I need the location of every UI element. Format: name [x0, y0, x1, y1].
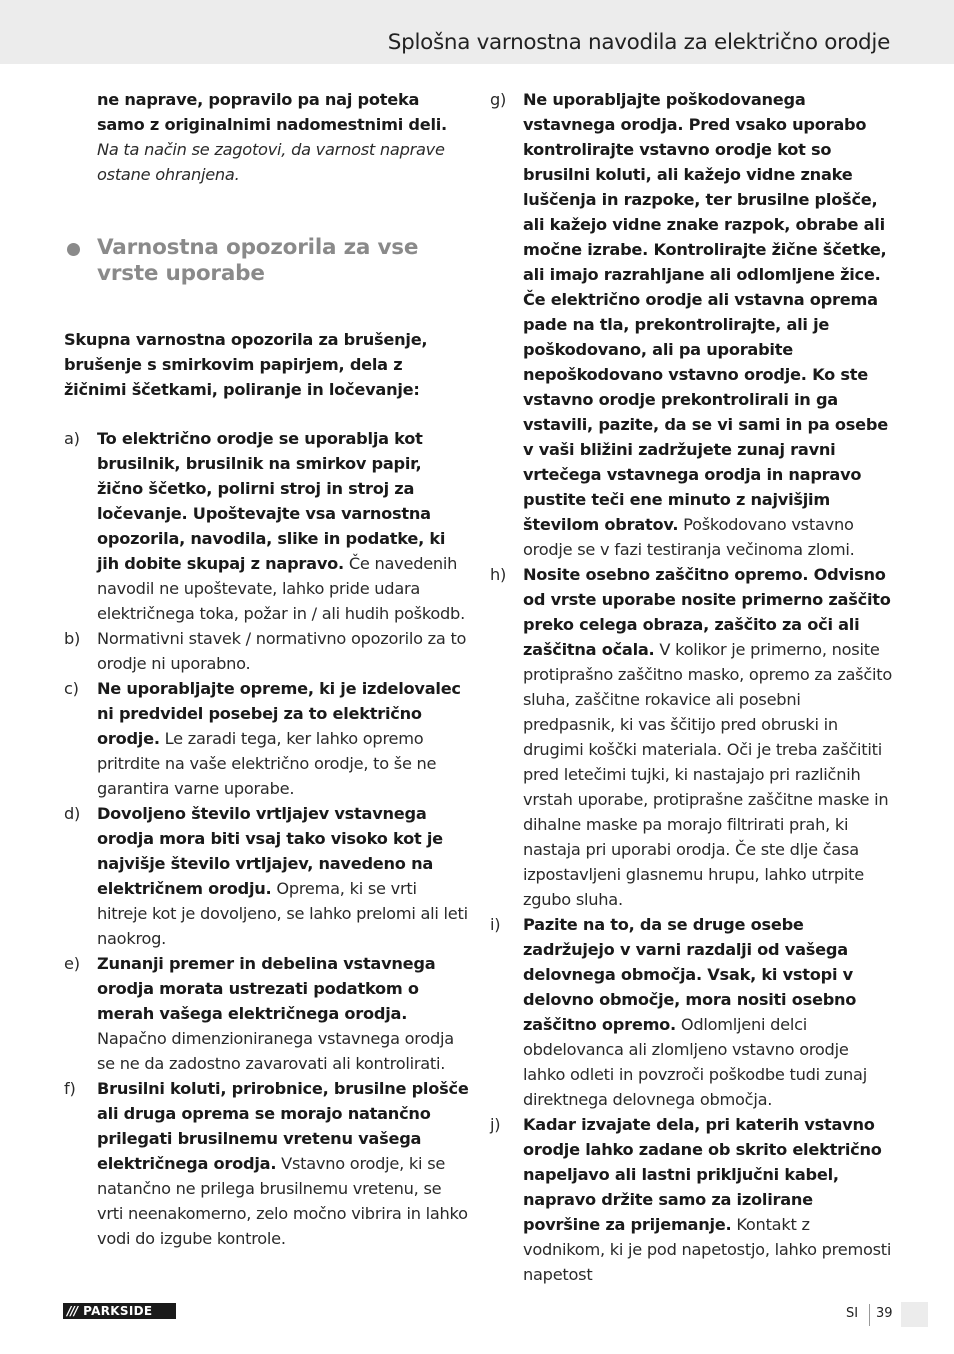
list-marker: d)	[64, 804, 81, 823]
item-text: Vstavno orodje, ki se natančno ne prilega brusilnemu vretenu, se vrti neenakomerno, zelo močno vibrira in lahko vodi do izgube kontrole.	[97, 1154, 468, 1248]
section-bullet-icon	[67, 243, 80, 256]
intro-paragraph: Skupna varnostna opozorila za brušenje, brušenje s smirkovim papirjem, dela z žičnimi ščetkami, poliranje in ločevanje:	[64, 330, 428, 399]
continued-item	[64, 87, 469, 187]
logo-text: PARKSIDE	[83, 1304, 153, 1318]
right-column	[490, 87, 892, 1287]
list-marker: a)	[64, 429, 80, 448]
list-marker: g)	[490, 90, 507, 109]
list-item-c	[64, 676, 469, 801]
page-title: Splošna varnostna navodila za električno orodje	[387, 30, 890, 55]
list-marker: e)	[64, 954, 80, 973]
list-item-i	[490, 912, 892, 1112]
list-item-g	[490, 87, 892, 562]
item-text: Poškodovano vstavno orodje se v fazi testiranja večinoma zlomi.	[523, 515, 855, 559]
item-text: Odlomljeni delci obdelovanca ali zlomljeno vstavno orodje lahko odleti in povzroči poškodbe tudi zunaj direktnega delovnega območja.	[523, 1015, 867, 1109]
item-bold-text: To električno orodje se uporablja kot brusilnik, brusilnik na smirkov papir, žično ščetko, polirni stroj in stroj za ločevanje. Upoštevajte vsa varnostna opozorila, navodila, slike in podatke, ki jih dobite skupaj z napravo.	[97, 429, 446, 573]
list-item-j	[490, 1112, 892, 1287]
section-heading	[64, 235, 469, 287]
item-text: Oprema, ki se vrti hitreje kot je dovoljeno, se lahko prelomi ali leti naokrog.	[97, 879, 468, 948]
item-bold-text: Nosite osebno zaščitno opremo. Odvisno od vrste uporabe nosite primerno zaščito preko celega obraza, zaščito za oči ali zaščitna očala.	[523, 565, 891, 659]
parkside-logo	[63, 1303, 176, 1319]
left-column	[64, 87, 469, 1251]
list-item-e	[64, 951, 469, 1076]
language-code: SI	[846, 1306, 859, 1321]
list-item-h	[490, 562, 892, 912]
list-marker: b)	[64, 629, 81, 648]
list-item-d	[64, 801, 469, 951]
item-bold-text: Brusilni koluti, prirobnice, brusilne plošče ali druga oprema se morajo natančno prilegati brusilnemu vretenu vašega električnega orodja.	[97, 1079, 469, 1173]
list-marker: h)	[490, 565, 507, 584]
item-bold-text: Pazite na to, da se druge osebe zadržujejo v varni razdalji od vašega delovnega območja. Vsak, ki vstopi v delovno območje, mora nositi osebno zaščitno opremo.	[523, 915, 857, 1034]
footer-divider	[869, 1304, 870, 1326]
item-text: Normativni stavek / normativno opozorilo za to orodje ni uporabno.	[97, 629, 467, 673]
continued-bold-text: ne naprave, popravilo pa naj poteka samo z originalnimi nadomestnimi deli.	[97, 90, 447, 134]
list-item-f	[64, 1076, 469, 1251]
header-bar	[0, 0, 954, 64]
item-bold-text: Zunanji premer in debelina vstavnega orodja morata ustrezati podatkom o merah vašega električnega orodja.	[97, 954, 436, 1023]
item-text: Le zaradi tega, ker lahko opremo pritrdite na vaše električno orodje, to še ne garantira varne uporabe.	[97, 729, 437, 798]
item-text: Kontakt z vodnikom, ki je pod napetostjo, lahko premosti napetost	[523, 1215, 892, 1284]
item-bold-text: Dovoljeno število vrtljajev vstavnega orodja mora biti vsaj tako visoko kot je najvišje število vrtljajev, navedeno na električnem orodju.	[97, 804, 443, 898]
continued-italic-text: Na ta način se zagotovi, da varnost naprave ostane ohranjena.	[97, 140, 445, 184]
page-number: 39	[876, 1306, 893, 1321]
list-marker: i)	[490, 915, 501, 934]
list-item-b	[64, 626, 469, 676]
list-marker: j)	[490, 1115, 501, 1134]
item-bold-text: Kadar izvajate dela, pri katerih vstavno orodje lahko zadane ob skrito električno napeljavo ali lastni priključni kabel, napravo držite samo za izolirane površine za prijemanje.	[523, 1115, 882, 1234]
list-item-a	[64, 426, 469, 626]
item-bold-text: Ne uporabljajte poškodovanega vstavnega orodja. Pred vsako uporabo kontrolirajte vstavno orodje kot so brusilni koluti, ali kažejo vidne znake luščenja in razpoke, ter brusilne plošče, ali kažejo vidne znake razpok, obrabe ali močne izrabe. Kontrolirajte žične ščetke, ali imajo razrahljane ali odlomljene žice. Če električno orodje ali vstavna oprema pade na tla, prekontrolirajte, ali je poškodovano, ali pa uporabite nepoškodovano vstavno orodje. Ko ste vstavno orodje prekontrolirali in ga vstavili, pazite, da se vi sami in pa osebe v vaši bližini zadržujete zunaj ravni vrtečega vstavnega orodja in napravo pustite teči ene minuto z najvišjim številom obratov.	[523, 90, 888, 534]
item-text: Napačno dimenzioniranega vstavnega orodja se ne da zadostno zavarovati ali kontrolirati.	[97, 1029, 454, 1073]
item-bold-text: Ne uporabljajte opreme, ki je izdelovalec ni predvidel posebej za to električno orodje.	[97, 679, 461, 748]
list-marker: f)	[64, 1079, 76, 1098]
list-marker: c)	[64, 679, 79, 698]
logo-stripes-icon: ///	[67, 1304, 78, 1318]
footer-tab	[901, 1302, 928, 1327]
section-title: Varnostna opozorila za vse vrste uporabe	[97, 235, 419, 286]
item-text: V kolikor je primerno, nosite protiprašno zaščitno masko, opremo za zaščito sluha, zaščitne rokavice ali posebni predpasnik, ki vas ščitijo pred obruski in drugimi koščki materiala. Oči je treba zaščititi pred letečimi tujki, ki nastajajo pri različnih vrstah uporabe, protiprašne zaščitne maske in dihalne maske pa morajo filtrirati prah, ki nastaja pri uporabi orodja. Če ste dlje časa izpostavljeni glasnemu hrupu, lahko utrpite zgubo sluha.	[523, 640, 892, 909]
item-text: Če navedenih navodil ne upoštevate, lahko pride udara električnega toka, požar in / ali hudih poškodb.	[97, 554, 465, 623]
